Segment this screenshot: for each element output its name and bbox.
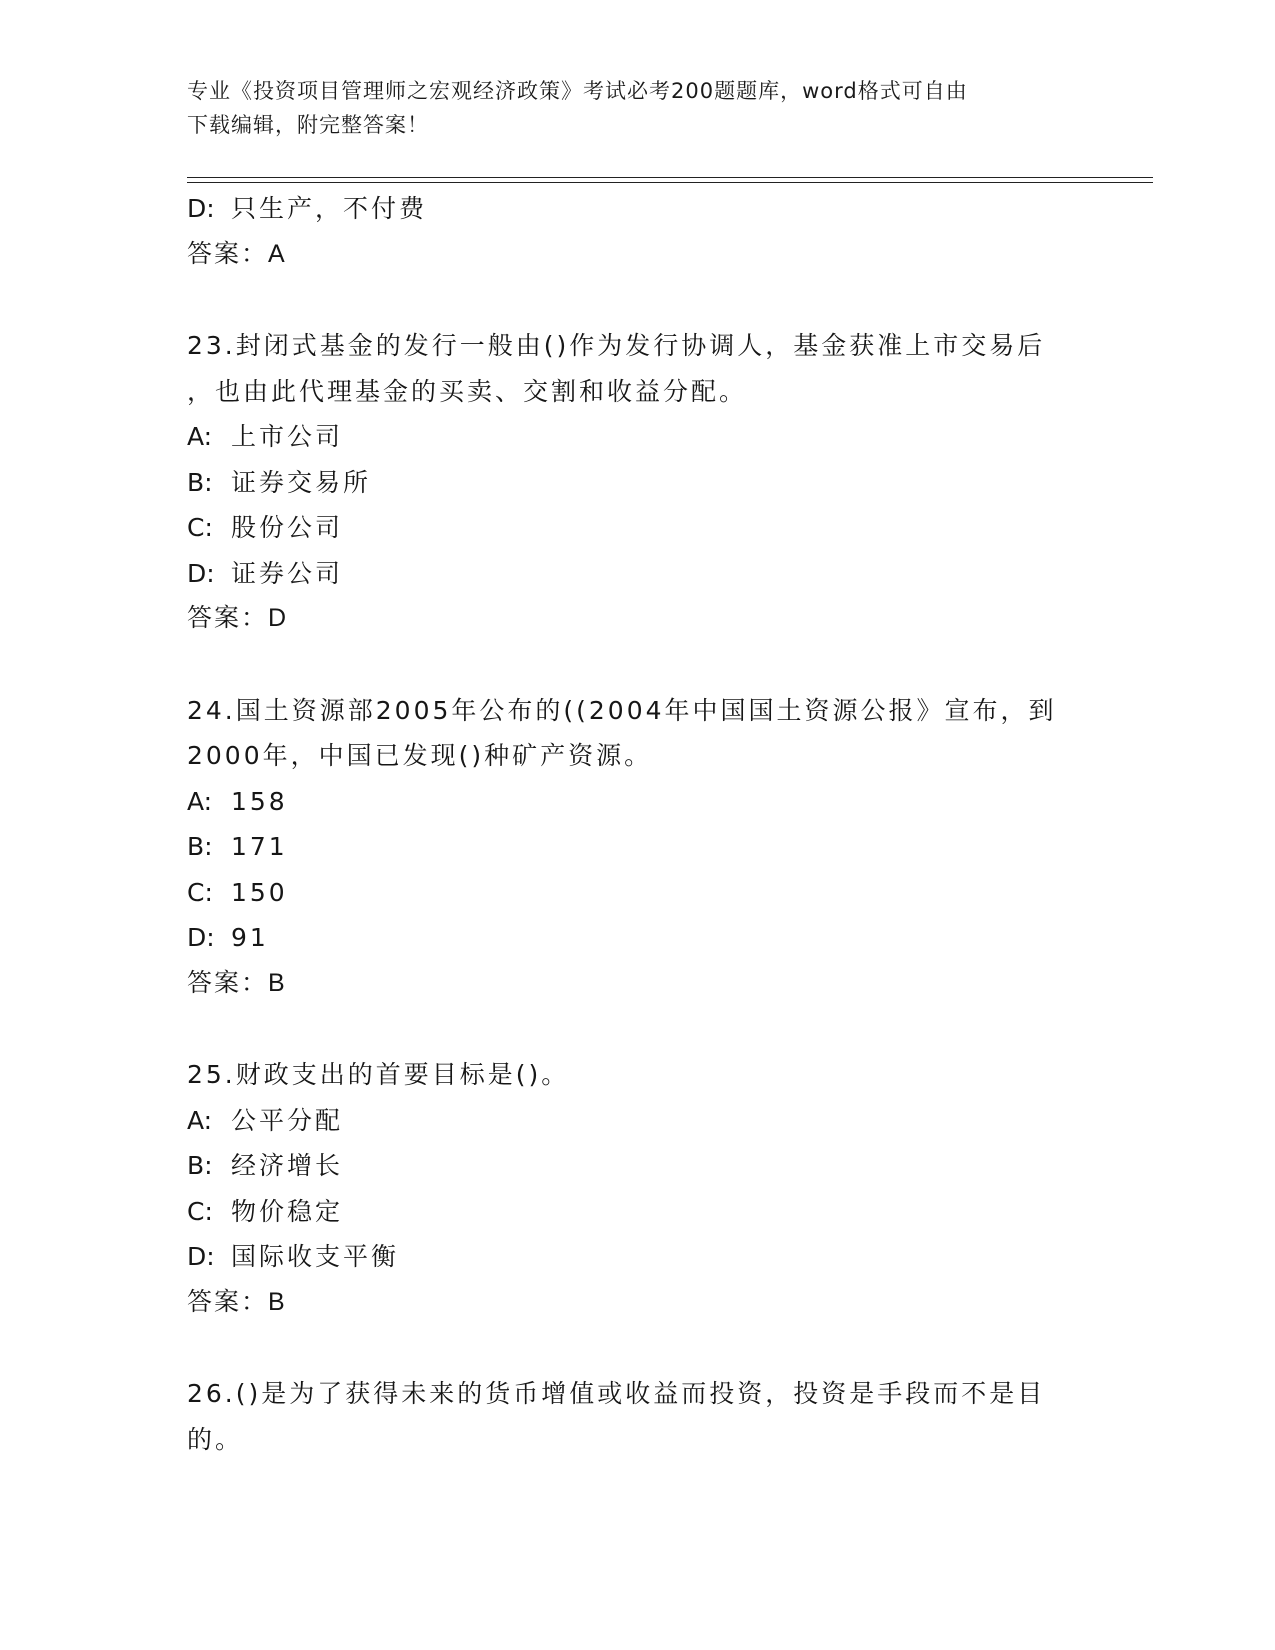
question-25-text: 25.财政支出的首要目标是()。 <box>187 1060 570 1089</box>
header-divider-top <box>187 177 1153 178</box>
answer-label: 答案： <box>187 604 269 632</box>
option-text: 公平分配 <box>231 1105 344 1135</box>
option-b <box>187 1143 1087 1189</box>
option-letter: B: <box>187 832 213 861</box>
document-header <box>187 74 1067 142</box>
header-line-2: 下载编辑，附完整答案！ <box>187 113 429 137</box>
option-text: 经济增长 <box>231 1151 344 1180</box>
option-a <box>187 414 1087 460</box>
question-24-text-line-2: 2000年，中国已发现()种矿产资源。 <box>187 741 653 770</box>
spacer <box>187 1006 1087 1052</box>
spacer <box>187 1325 1087 1371</box>
option-letter: D: <box>187 1242 215 1271</box>
option-letter: D: <box>187 923 215 952</box>
option-c <box>187 870 1087 916</box>
option-d <box>187 551 1087 597</box>
spacer <box>187 277 1087 323</box>
option-a <box>187 779 1087 825</box>
option-text: 国际收支平衡 <box>231 1242 400 1271</box>
header-line-1: 专业《投资项目管理师之宏观经济政策》考试必考200题题库，word格式可自由 <box>187 79 968 103</box>
question-26-text-line-2: 的。 <box>187 1424 244 1454</box>
answer-value: B <box>268 968 285 997</box>
option-text: 171 <box>231 832 288 861</box>
option-letter: D: <box>187 194 215 223</box>
option-d <box>187 1234 1087 1280</box>
option-d <box>187 186 1087 232</box>
answer-label: 答案： <box>187 1287 269 1316</box>
option-text: 只生产，不付费 <box>231 194 428 223</box>
option-text: 物价稳定 <box>231 1196 344 1226</box>
question-26-text-line-1: 26.()是为了获得未来的货币增值或收益而投资，投资是手段而不是目 <box>187 1379 1046 1408</box>
question-23-text-line-2: ，也由此代理基金的买卖、交割和收益分配。 <box>187 376 748 406</box>
option-c <box>187 505 1087 551</box>
option-text: 证券公司 <box>231 558 344 588</box>
question-24-text-line-1: 24.国土资源部2005年公布的((2004年中国国土资源公报》宣布，到 <box>187 695 1057 725</box>
answer-line <box>187 1280 1087 1326</box>
option-b <box>187 460 1087 506</box>
answer-value: B <box>268 1287 285 1316</box>
answer-line <box>187 596 1087 642</box>
option-b <box>187 824 1087 870</box>
option-letter: B: <box>187 1151 213 1180</box>
question-23-text-line-1: 23.封闭式基金的发行一般由()作为发行协调人，基金获准上市交易后 <box>187 331 1046 360</box>
option-letter: C: <box>187 513 213 542</box>
option-letter: C: <box>187 877 213 907</box>
option-text: 股份公司 <box>231 513 344 542</box>
option-letter: B: <box>187 467 213 497</box>
option-text: 上市公司 <box>231 422 344 451</box>
spacer <box>187 642 1087 688</box>
question-list <box>187 186 1087 1462</box>
option-text: 150 <box>231 877 288 907</box>
option-text: 158 <box>231 786 288 816</box>
answer-label: 答案： <box>187 239 269 268</box>
header-divider-bottom <box>187 182 1153 183</box>
answer-value: D <box>268 604 287 632</box>
option-letter: A: <box>187 786 213 816</box>
option-a <box>187 1098 1087 1144</box>
option-letter: C: <box>187 1196 213 1226</box>
answer-line <box>187 232 1087 278</box>
option-letter: A: <box>187 1105 213 1135</box>
option-d <box>187 915 1087 961</box>
option-letter: A: <box>187 422 213 451</box>
answer-label: 答案： <box>187 968 269 997</box>
answer-value: A <box>268 239 285 268</box>
option-text: 91 <box>231 923 269 952</box>
option-text: 证券交易所 <box>231 467 372 497</box>
answer-line <box>187 961 1087 1007</box>
option-letter: D: <box>187 558 215 588</box>
option-c <box>187 1189 1087 1235</box>
